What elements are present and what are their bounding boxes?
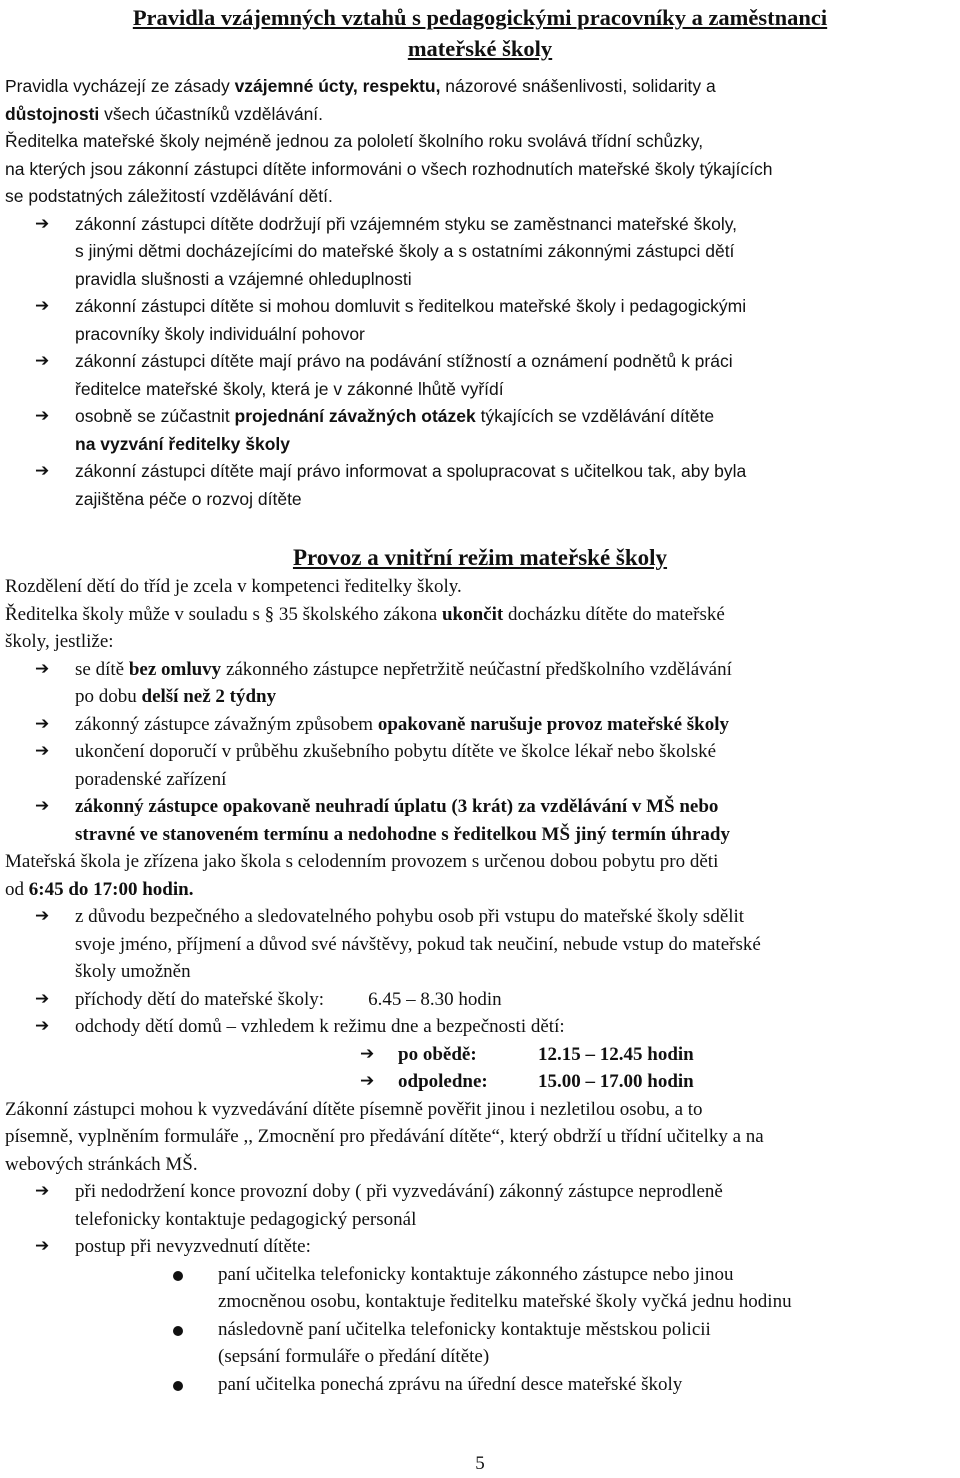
arrow-right-icon: ➔ — [35, 1181, 50, 1201]
list-item: ➔ zákonní zástupci dítěte mají právo informovat a spolupracovat s učitelkou tak, aby byla zajištěna péče o rozvoj dítěte — [5, 458, 955, 513]
list-item: ➔ zákonný zástupce závažným způsobem opakovaně narušuje provoz mateřské školy — [5, 711, 955, 739]
bullet-dot-icon — [173, 1326, 183, 1336]
list-item: ➔ z důvodu bezpečného a sledovatelného pohybu osob při vstupu do mateřské školy sdělit svoje jméno, příjmení a důvod své návštěvy, pokud tak neučiní, nebude vstup do mateřské školy umožněn — [5, 903, 955, 986]
pickup-time-row: ➔ po obědě: 12.15 – 12.45 hodin — [5, 1041, 955, 1069]
arrow-right-icon: ➔ — [35, 461, 50, 481]
arrow-right-icon: ➔ — [35, 351, 50, 371]
list-item: ➔ zákonní zástupci dítěte mají právo na podávání stížností a oznámení podnětů k práci ředitelce mateřské školy, která je v zákonné lhůtě vyřídí — [5, 348, 955, 403]
list-item: ➔ zákonní zástupci dítěte dodržují při vzájemném styku se zaměstnanci mateřské školy, s jinými dětmi docházejícími do mateřské školy a s ostatními zákonnými zástupci dětí pravidla slušnosti a vzájemné ohleduplnosti — [5, 211, 955, 294]
classes-paragraph: Rozdělení dětí do tříd je zcela v kompetenci ředitelky školy. — [5, 576, 462, 597]
document-page — [5, 0, 955, 1398]
arrow-right-icon: ➔ — [35, 741, 50, 761]
arrow-right-icon: ➔ — [360, 1071, 375, 1091]
bullet-item: paní učitelka telefonicky kontaktuje zákonného zástupce nebo jinou zmocněnou osobu, kontaktuje ředitelku mateřské školy vyčká jednu hodinu — [5, 1261, 955, 1316]
list-item: ➔ odchody dětí domů – vzhledem k režimu dne a bezpečnosti dětí: — [5, 1013, 955, 1041]
termination-paragraph: Ředitelka školy může v souladu s § 35 školského zákona ukončit docházku dítěte do mateřské školy, jestliže: — [5, 603, 725, 652]
pickup-time-row: ➔ odpoledne: 15.00 – 17.00 hodin — [5, 1068, 955, 1096]
bullet-dot-icon — [173, 1271, 183, 1281]
arrow-right-icon: ➔ — [360, 1043, 375, 1064]
bullet-item: paní učitelka ponechá zprávu na úřední desce mateřské školy — [5, 1371, 955, 1399]
list-item: ➔ zákonní zástupci dítěte si mohou domluvit s ředitelkou mateřské školy i pedagogickými pracovníky školy individuální pohovor — [5, 293, 955, 348]
list-item: ➔ osobně se zúčastnit projednání závažných otázek týkajících se vzdělávání dítěte na vyzvání ředitelky školy — [5, 403, 955, 458]
arrow-right-icon: ➔ — [35, 658, 50, 679]
arrow-right-icon: ➔ — [35, 296, 50, 316]
page-number: 5 — [475, 1453, 485, 1474]
page-title: Pravidla vzájemných vztahů s pedagogickými pracovníky a zaměstnanci mateřské školy — [132, 5, 828, 61]
hours-paragraph: Mateřská škola je zřízena jako škola s celodenním provozem s určenou dobou pobytu pro děti od 6:45 do 17:00 hodin. — [5, 851, 719, 900]
bullet-item: následovně paní učitelka telefonicky kontaktuje městskou policii (sepsání formuláře o předání dítěte) — [5, 1316, 955, 1371]
meetings-paragraph: Ředitelka mateřské školy nejméně jednou za pololetí školního roku svolává třídní schůzky, na kterých jsou zákonní zástupci dítěte informováni o všech rozhodnutích mateřské školy týkajících se podstatných záležitostí vzdělávání dětí. — [5, 131, 773, 206]
section-heading: Provoz a vnitřní režim mateřské školy — [292, 545, 668, 570]
list-item: ➔ ukončení doporučí v průběhu zkušebního pobytu dítěte ve školce lékař nebo školské poradenské zařízení — [5, 738, 955, 793]
arrow-right-icon: ➔ — [35, 406, 50, 426]
list-item: ➔ zákonný zástupce opakovaně neuhradí úplatu (3 krát) za vzdělávání v MŠ nebo stravné ve stanoveném termínu a nedohodne s ředitelkou MŠ jiný termín úhrady — [5, 793, 955, 848]
arrow-right-icon: ➔ — [35, 213, 50, 234]
arrow-right-icon: ➔ — [35, 906, 50, 926]
arrow-right-icon: ➔ — [35, 1236, 50, 1256]
list-item: ➔ při nedodržení konce provozní doby ( při vyzvedávání) zákonný zástupce neprodleně telefonicky kontaktuje pedagogický personál — [5, 1178, 955, 1233]
arrow-right-icon: ➔ — [35, 796, 50, 816]
arrow-right-icon: ➔ — [35, 1016, 50, 1036]
list-item: ➔ příchody dětí do mateřské školy: 6.45 – 8.30 hodin — [5, 986, 955, 1014]
list-item: ➔ se dítě bez omluvy zákonného zástupce nepřetržitě neúčastní předškolního vzdělávání po dobu delší než 2 týdny — [5, 656, 955, 711]
authorization-paragraph: Zákonní zástupci mohou k vyzvedávání dítěte písemně pověřit jinou i nezletilou osobu, a to písemně, vyplněním formuláře ,, Zmocnění pro předávání dítěte“, který obdrží u třídní učitelky a na webových stránkách MŠ. — [5, 1098, 764, 1175]
bullet-dot-icon — [173, 1381, 183, 1391]
list-item: ➔ postup při nevyzvednutí dítěte: — [5, 1233, 955, 1261]
intro-paragraph: Pravidla vycházejí ze zásady vzájemné úcty, respektu, názorové snášenlivosti, solidarity a důstojnosti všech účastníků vzdělávání. — [5, 76, 716, 124]
arrow-right-icon: ➔ — [35, 713, 50, 734]
arrow-right-icon: ➔ — [35, 988, 50, 1009]
